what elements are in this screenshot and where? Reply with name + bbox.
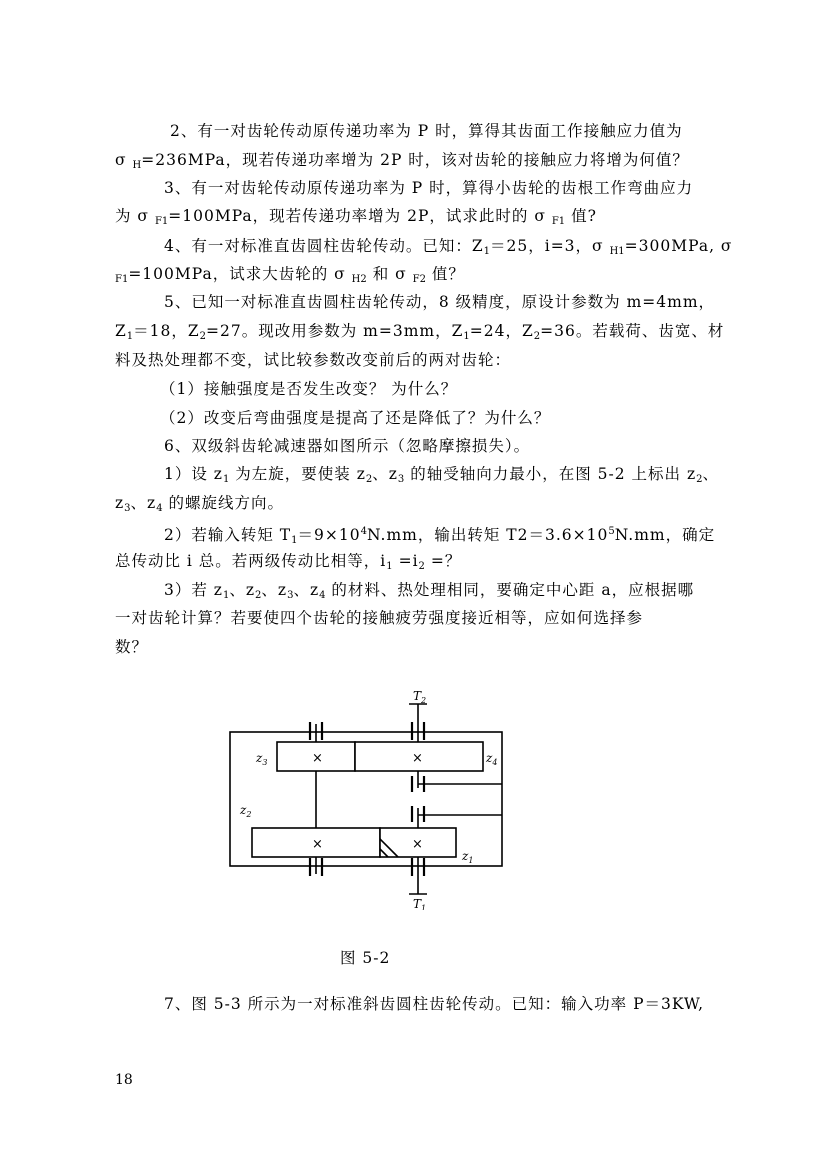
q6-line-6: 3）若 $z_1$、$z_2$、$z_3$、$z_4$ 的材料、热处理相同，要确定中心距 a，应根据哪 (164, 581, 695, 601)
page-number: 18 (115, 1072, 133, 1088)
q5-line-4: （1）接触强度是否发生改变？ 为什么？ (160, 380, 458, 398)
gear-reducer-diagram (228, 688, 508, 910)
q6-line-1: 6、双级斜齿轮减速器如图所示（忽略摩擦损失）。 (164, 437, 531, 455)
q6-line-2: 1）设 $z_1$ 为左旋，要使装 $z_2$、$z_3$ 的轴受轴向力最小，在图 5-2 上标出 $z_2$、 (164, 465, 720, 485)
q5-line-1: 5、已知一对标准直齿圆柱齿轮传动，8 级精度，原设计参数为 m=4mm， (164, 293, 716, 311)
q5-line-3: 料及热处理都不变，试比较参数改变前后的两对齿轮： (115, 351, 512, 369)
q7-line-1: 7、图 5-3 所示为一对标准斜齿圆柱齿轮传动。已知：输入功率 P＝3KW, (164, 995, 705, 1013)
label-z2: $z_2$ (240, 803, 252, 819)
q4-line-1: 4、有一对标准直齿圆柱齿轮传动。已知：$Z_1=25$，i=3，σ $_{H1}$=300MPa, σ (164, 237, 733, 257)
q6-line-3: $z_3$、$z_4$ 的螺旋线方向。 (115, 494, 285, 514)
mark-z1: × (412, 837, 423, 852)
q2-line-1: 2、有一对齿轮传动原传递功率为 P 时，算得其齿面工作接触应力值为 (170, 122, 683, 140)
figure-caption: 图 5-2 (340, 949, 391, 967)
q5-line-2: $Z_1=18$，$Z_2=27$。现改用参数为 m=3mm，$Z_1=24$，$Z_2=36$。若载荷、齿宽、材 (115, 322, 725, 342)
label-T2: $T_2$ (413, 689, 427, 705)
mark-z3: × (312, 751, 323, 766)
label-z1: $z_1$ (462, 849, 474, 865)
label-z4: $z_4$ (486, 751, 498, 767)
q6-line-4: 2）若输入转矩 $T_1=9\times 10^4N.mm$，输出转矩 $T2=3.6\times 10^5N.mm$，确定 (164, 526, 716, 546)
q6-line-5: 总传动比 i 总。若两级传动比相等，$i_1 =i_2$ =？ (115, 552, 462, 572)
q6-line-7: 一对齿轮计算？若要使四个齿轮的接触疲劳强度接近相等，应如何选择参 (115, 609, 644, 627)
q5-line-5: （2）改变后弯曲强度是提高了还是降低了？为什么？ (160, 409, 551, 427)
q2-line-2: σ $_H$=236MPa，现若传递功率增为 2P 时，该对齿轮的接触应力将增为何值？ (115, 151, 689, 171)
mark-z2: × (312, 837, 323, 852)
q6-line-8: 数？ (115, 638, 149, 656)
q3-line-2: 为 σ $_{F1}$=100MPa，现若传递功率增为 2P，试求此时的 σ $_{F1}$ 值? (115, 207, 597, 227)
q3-line-1: 3、有一对齿轮传动原传递功率为 P 时，算得小齿轮的齿根工作弯曲应力 (164, 179, 694, 197)
q4-line-2: $_{F1}$=100MPa，试求大齿轮的 σ $_{H2}$ 和 σ $_{F2}$ 值？ (115, 265, 465, 285)
label-T1: $T_1$ (413, 897, 427, 910)
mark-z4: × (412, 751, 423, 766)
label-z3: $z_3$ (256, 751, 268, 767)
